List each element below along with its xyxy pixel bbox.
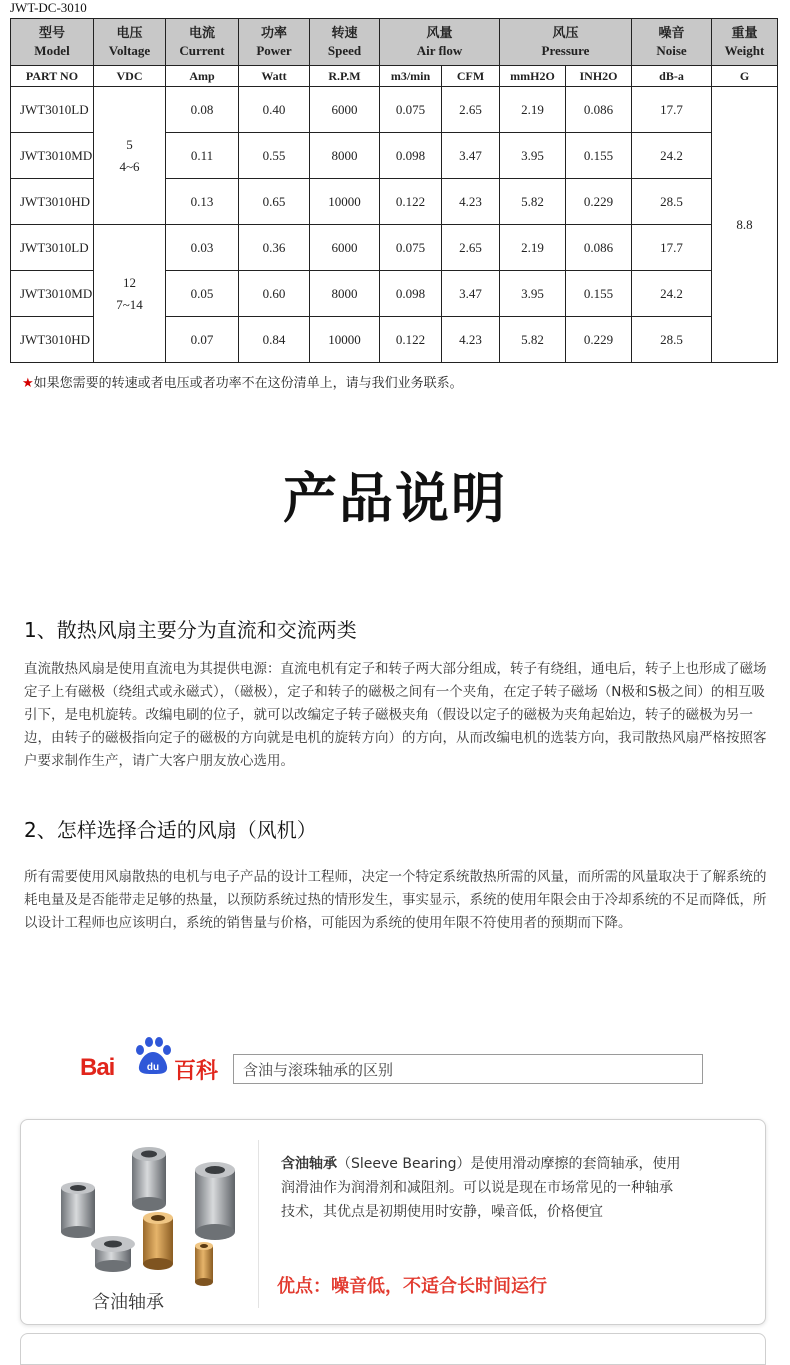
inh2o-cell: 0.086 bbox=[566, 225, 632, 271]
watt-cell: 0.60 bbox=[239, 271, 310, 317]
voltage-group: 12 7~14 bbox=[94, 225, 166, 363]
noise-cell: 28.5 bbox=[632, 317, 712, 363]
cfm-cell: 4.23 bbox=[442, 317, 500, 363]
mmh2o-cell: 3.95 bbox=[500, 133, 566, 179]
part-no: JWT3010MD bbox=[11, 271, 94, 317]
rpm-cell: 6000 bbox=[310, 225, 380, 271]
part-no: JWT3010LD bbox=[11, 225, 94, 271]
logo-bai: Bai bbox=[80, 1054, 115, 1081]
rpm-cell: 10000 bbox=[310, 179, 380, 225]
contact-note bbox=[22, 372, 463, 391]
mmh2o-cell: 2.19 bbox=[500, 225, 566, 271]
unit-m3min: m3/min bbox=[380, 66, 442, 87]
header-speed: 转速 Speed bbox=[310, 19, 380, 66]
model-code: JWT-DC-3010 bbox=[10, 0, 87, 15]
noise-cell: 17.7 bbox=[632, 225, 712, 271]
unit-part-no: PART NO bbox=[11, 66, 94, 87]
table-row bbox=[11, 225, 778, 271]
rpm-cell: 8000 bbox=[310, 133, 380, 179]
unit-dba: dB-a bbox=[632, 66, 712, 87]
section-2-title: 2、怎样选择合适的风扇（风机） bbox=[24, 818, 317, 842]
rpm-cell: 10000 bbox=[310, 317, 380, 363]
desc-text: （Sleeve Bearing）是使用滑动摩擦的套筒轴承，使用润滑油作为润滑剂和减阻剂。可以说是现在市场常见的一种轴承技术，其优点是初期使用时安静，噪音低，价格便宜 bbox=[281, 1156, 681, 1220]
note-text: 如果您需要的转速或者电压或者功率不在这份清单上，请与我们业务联系。 bbox=[33, 376, 463, 391]
part-no: JWT3010MD bbox=[11, 133, 94, 179]
mmh2o-cell: 5.82 bbox=[500, 179, 566, 225]
desc-term: 含油轴承 bbox=[281, 1156, 337, 1172]
spec-table bbox=[10, 18, 778, 363]
card-divider bbox=[258, 1140, 259, 1308]
inh2o-cell: 0.229 bbox=[566, 317, 632, 363]
bearing-description bbox=[281, 1152, 681, 1224]
part-no: JWT3010HD bbox=[11, 179, 94, 225]
unit-amp: Amp bbox=[166, 66, 239, 87]
watt-cell: 0.40 bbox=[239, 87, 310, 133]
table-header-row bbox=[11, 19, 778, 66]
watt-cell: 0.65 bbox=[239, 179, 310, 225]
paw-icon bbox=[130, 1036, 174, 1080]
header-weight: 重量 Weight bbox=[712, 19, 778, 66]
cfm-cell: 2.65 bbox=[442, 225, 500, 271]
m3min-cell: 0.075 bbox=[380, 225, 442, 271]
amp-cell: 0.13 bbox=[166, 179, 239, 225]
cfm-cell: 4.23 bbox=[442, 179, 500, 225]
rpm-cell: 8000 bbox=[310, 271, 380, 317]
watt-cell: 0.84 bbox=[239, 317, 310, 363]
table-units-row bbox=[11, 66, 778, 87]
unit-rpm: R.P.M bbox=[310, 66, 380, 87]
header-noise: 噪音 Noise bbox=[632, 19, 712, 66]
part-no: JWT3010LD bbox=[11, 87, 94, 133]
unit-g: G bbox=[712, 66, 778, 87]
voltage-group: 5 4~6 bbox=[94, 87, 166, 225]
table-row bbox=[11, 87, 778, 133]
part-no: JWT3010HD bbox=[11, 317, 94, 363]
header-power: 功率 Power bbox=[239, 19, 310, 66]
header-model: 型号 Model bbox=[11, 19, 94, 66]
logo-du: du bbox=[146, 1062, 160, 1073]
watt-cell: 0.55 bbox=[239, 133, 310, 179]
m3min-cell: 0.122 bbox=[380, 179, 442, 225]
m3min-cell: 0.122 bbox=[380, 317, 442, 363]
inh2o-cell: 0.229 bbox=[566, 179, 632, 225]
inh2o-cell: 0.155 bbox=[566, 133, 632, 179]
unit-cfm: CFM bbox=[442, 66, 500, 87]
header-voltage: 电压 Voltage bbox=[94, 19, 166, 66]
bearing-caption: 含油轴承 bbox=[92, 1292, 164, 1313]
unit-watt: Watt bbox=[239, 66, 310, 87]
m3min-cell: 0.098 bbox=[380, 271, 442, 317]
amp-cell: 0.11 bbox=[166, 133, 239, 179]
unit-inh2o: INH2O bbox=[566, 66, 632, 87]
weight-cell: 8.8 bbox=[712, 87, 778, 363]
logo-baike: 百科 bbox=[174, 1059, 219, 1084]
m3min-cell: 0.098 bbox=[380, 133, 442, 179]
amp-cell: 0.05 bbox=[166, 271, 239, 317]
mmh2o-cell: 5.82 bbox=[500, 317, 566, 363]
cfm-cell: 2.65 bbox=[442, 87, 500, 133]
section-1-title: 1、散热风扇主要分为直流和交流两类 bbox=[24, 618, 357, 642]
unit-mmh2o: mmH2O bbox=[500, 66, 566, 87]
header-pressure: 风压 Pressure bbox=[500, 19, 632, 66]
amp-cell: 0.08 bbox=[166, 87, 239, 133]
header-current: 电流 Current bbox=[166, 19, 239, 66]
amp-cell: 0.07 bbox=[166, 317, 239, 363]
cfm-cell: 3.47 bbox=[442, 271, 500, 317]
noise-cell: 24.2 bbox=[632, 271, 712, 317]
next-card bbox=[20, 1333, 766, 1365]
rpm-cell: 6000 bbox=[310, 87, 380, 133]
m3min-cell: 0.075 bbox=[380, 87, 442, 133]
amp-cell: 0.03 bbox=[166, 225, 239, 271]
baidu-baike-logo[interactable] bbox=[80, 1036, 240, 1086]
bearing-card bbox=[20, 1119, 766, 1325]
section-1-body: 直流散热风扇是使用直流电为其提供电源：直流电机有定子和转子两大部分组成，转子有绕组，通电后，转子上也形成了磁场定子上有磁极（绕组式或永磁式），（磁极），定子和转子的磁极之间有一个夹角，在定子转子磁场（N极和S极之间）的相互吸引下，是电机旋转。改编电刷的位子，就可以改编定子转子磁极夹角（假设以定子的磁极为夹角起始边，转子的磁极为另一边，由转子的磁极指向定子的磁极的方向就是电机的旋转方向）的方向，从而改编电机的选装方向，我司散热风扇严格按照客户要求制作生产，请广大客户朋友放心选用。 bbox=[24, 661, 767, 769]
inh2o-cell: 0.155 bbox=[566, 271, 632, 317]
inh2o-cell: 0.086 bbox=[566, 87, 632, 133]
mmh2o-cell: 2.19 bbox=[500, 87, 566, 133]
sleeve-bearing-image bbox=[37, 1140, 247, 1290]
advantage-text: 优点：噪音低，不适合长时间运行 bbox=[277, 1276, 547, 1297]
mmh2o-cell: 3.95 bbox=[500, 271, 566, 317]
search-box[interactable] bbox=[233, 1054, 703, 1084]
page-title: 产品说明 bbox=[283, 467, 507, 530]
header-airflow: 风量 Air flow bbox=[380, 19, 500, 66]
star-icon: ★ bbox=[22, 376, 34, 391]
watt-cell: 0.36 bbox=[239, 225, 310, 271]
search-query: 含油与滚珠轴承的区别 bbox=[243, 1061, 394, 1079]
unit-vdc: VDC bbox=[94, 66, 166, 87]
noise-cell: 28.5 bbox=[632, 179, 712, 225]
cfm-cell: 3.47 bbox=[442, 133, 500, 179]
section-2-body: 所有需要使用风扇散热的电机与电子产品的设计工程师，决定一个特定系统散热所需的风量，而所需的风量取决于了解系统的耗电量及是否能带走足够的热量，以预防系统过热的情形发生，事实显示，系统的使用年限会由于冷却系统的不足而降低，所以设计工程师也应该明白，系统的销售量与价格，可能因为系统的使用年限不符使用者的预期而下降。 bbox=[24, 869, 767, 931]
noise-cell: 17.7 bbox=[632, 87, 712, 133]
noise-cell: 24.2 bbox=[632, 133, 712, 179]
